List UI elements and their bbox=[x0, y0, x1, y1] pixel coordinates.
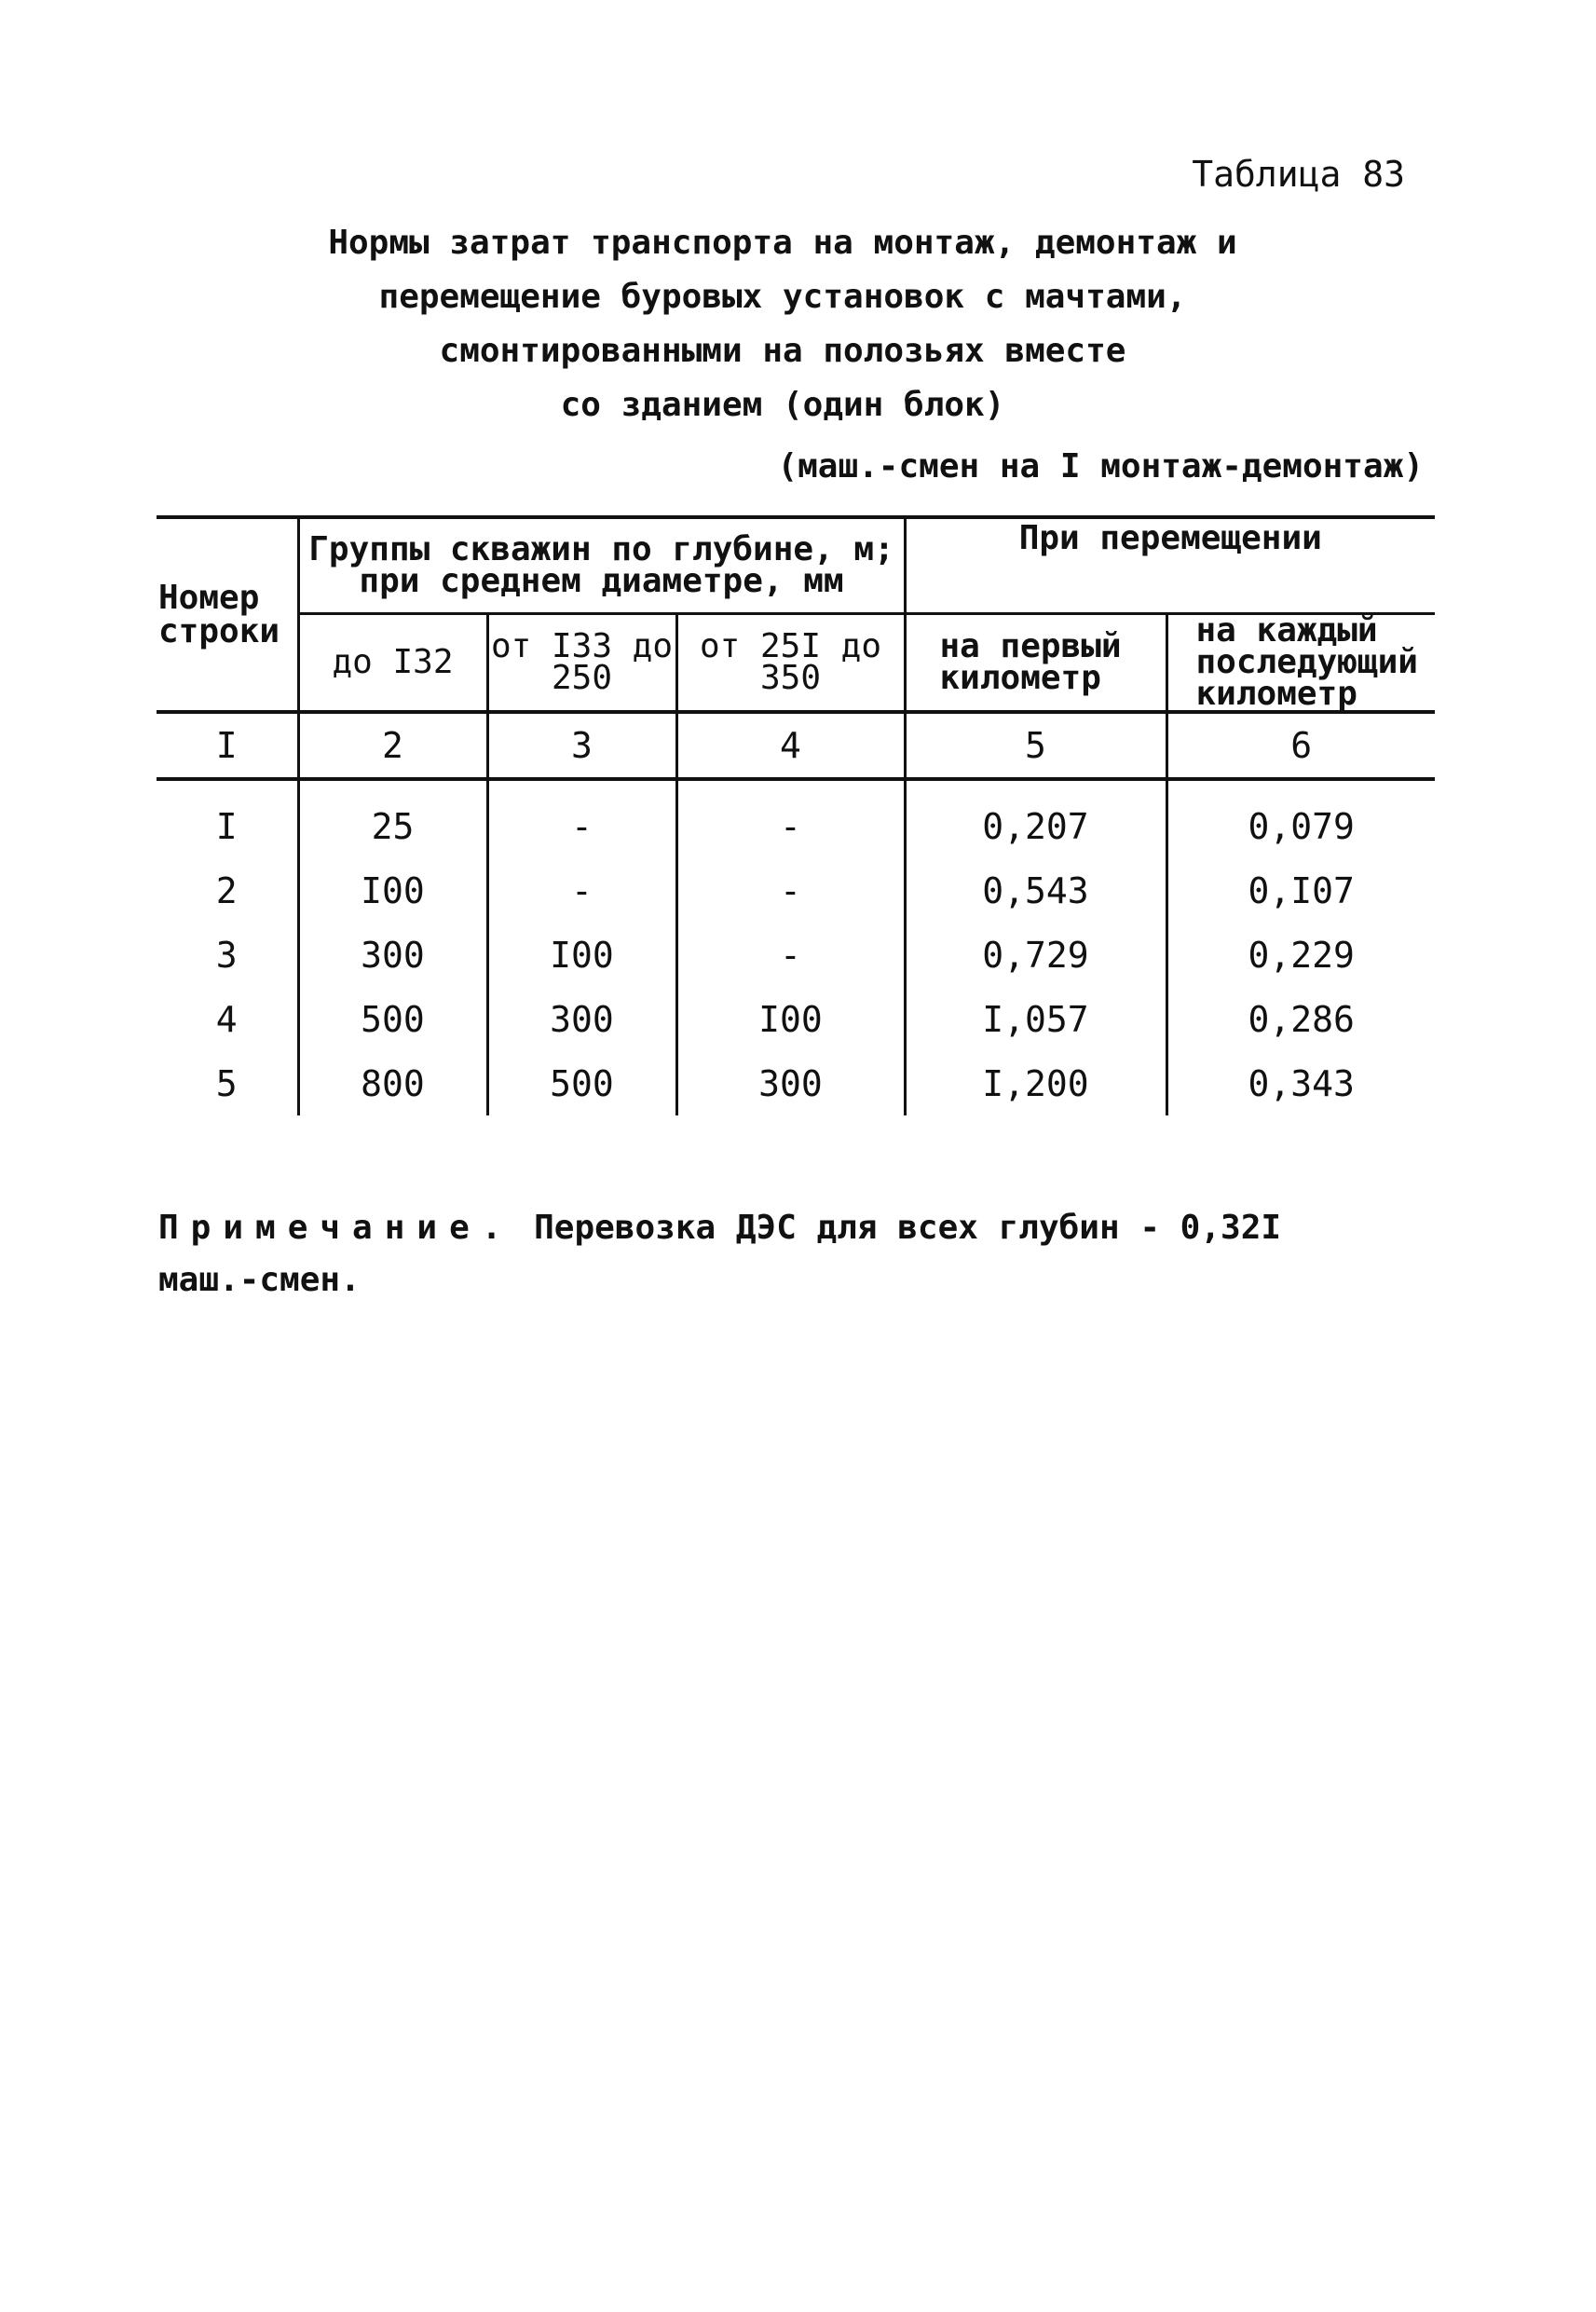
cell: 500 bbox=[298, 987, 487, 1051]
cell: 2 bbox=[157, 858, 298, 923]
header-moving: При перемещении bbox=[905, 517, 1435, 614]
table-note bbox=[158, 1202, 1314, 1306]
table-row bbox=[157, 1051, 1435, 1115]
cell: - bbox=[676, 923, 905, 987]
column-number: 3 bbox=[487, 712, 676, 779]
cell: 0,543 bbox=[905, 858, 1166, 923]
cell: - bbox=[487, 858, 676, 923]
cell: 500 bbox=[487, 1051, 676, 1115]
header-row-number: Номер строки bbox=[157, 517, 298, 712]
cell: 0,I07 bbox=[1166, 858, 1435, 923]
column-number: 2 bbox=[298, 712, 487, 779]
table-title bbox=[186, 216, 1379, 432]
cell: - bbox=[487, 779, 676, 858]
cell: 3 bbox=[157, 923, 298, 987]
cell: 0,229 bbox=[1166, 923, 1435, 987]
column-number: 4 bbox=[676, 712, 905, 779]
cell: 0,207 bbox=[905, 779, 1166, 858]
header-moving-sub: на первый километр bbox=[905, 614, 1166, 713]
header-depth-sub: от 25I до 350 bbox=[676, 614, 905, 713]
cell: I bbox=[157, 779, 298, 858]
cell: 0,343 bbox=[1166, 1051, 1435, 1115]
header-moving-sub: на каждый последующий километр bbox=[1166, 614, 1435, 713]
column-number-row bbox=[157, 712, 1435, 779]
cell: 800 bbox=[298, 1051, 487, 1115]
column-number: 5 bbox=[905, 712, 1166, 779]
cell: 0,729 bbox=[905, 923, 1166, 987]
table-row bbox=[157, 858, 1435, 923]
cell: 5 bbox=[157, 1051, 298, 1115]
column-number: I bbox=[157, 712, 298, 779]
cell: 0,286 bbox=[1166, 987, 1435, 1051]
cell: I,200 bbox=[905, 1051, 1166, 1115]
cell: 4 bbox=[157, 987, 298, 1051]
note-text: Перевозка ДЭС для всех глубин - 0,32I маш.-смен. bbox=[158, 1209, 1282, 1299]
units-note: (маш.-смен на I монтаж-демонтаж) bbox=[777, 447, 1424, 486]
cell: 0,079 bbox=[1166, 779, 1435, 858]
cell: 300 bbox=[487, 987, 676, 1051]
cell: - bbox=[676, 779, 905, 858]
header-depth-sub: до I32 bbox=[298, 614, 487, 713]
title-line: смонтированными на полозьях вместе bbox=[439, 332, 1126, 370]
cell: I,057 bbox=[905, 987, 1166, 1051]
header-depth-groups: Группы скважин по глубине, м; при среднем диаметре, мм bbox=[298, 517, 905, 614]
header-depth-sub: от I33 до 250 bbox=[487, 614, 676, 713]
cell: 25 bbox=[298, 779, 487, 858]
note-label: Примечание. bbox=[158, 1209, 514, 1247]
cell: I00 bbox=[298, 858, 487, 923]
cell: I00 bbox=[487, 923, 676, 987]
table-row bbox=[157, 923, 1435, 987]
column-number: 6 bbox=[1166, 712, 1435, 779]
norms-table bbox=[157, 515, 1435, 1115]
table-label: Таблица 83 bbox=[1192, 154, 1405, 195]
cell: 300 bbox=[298, 923, 487, 987]
table-row bbox=[157, 779, 1435, 858]
title-line: перемещение буровых установок с мачтами, bbox=[378, 278, 1187, 316]
title-line: Нормы затрат транспорта на монтаж, демонтаж и bbox=[328, 224, 1237, 262]
cell: - bbox=[676, 858, 905, 923]
title-line: со зданием (один блок) bbox=[560, 386, 1005, 424]
cell: I00 bbox=[676, 987, 905, 1051]
cell: 300 bbox=[676, 1051, 905, 1115]
table-row bbox=[157, 987, 1435, 1051]
